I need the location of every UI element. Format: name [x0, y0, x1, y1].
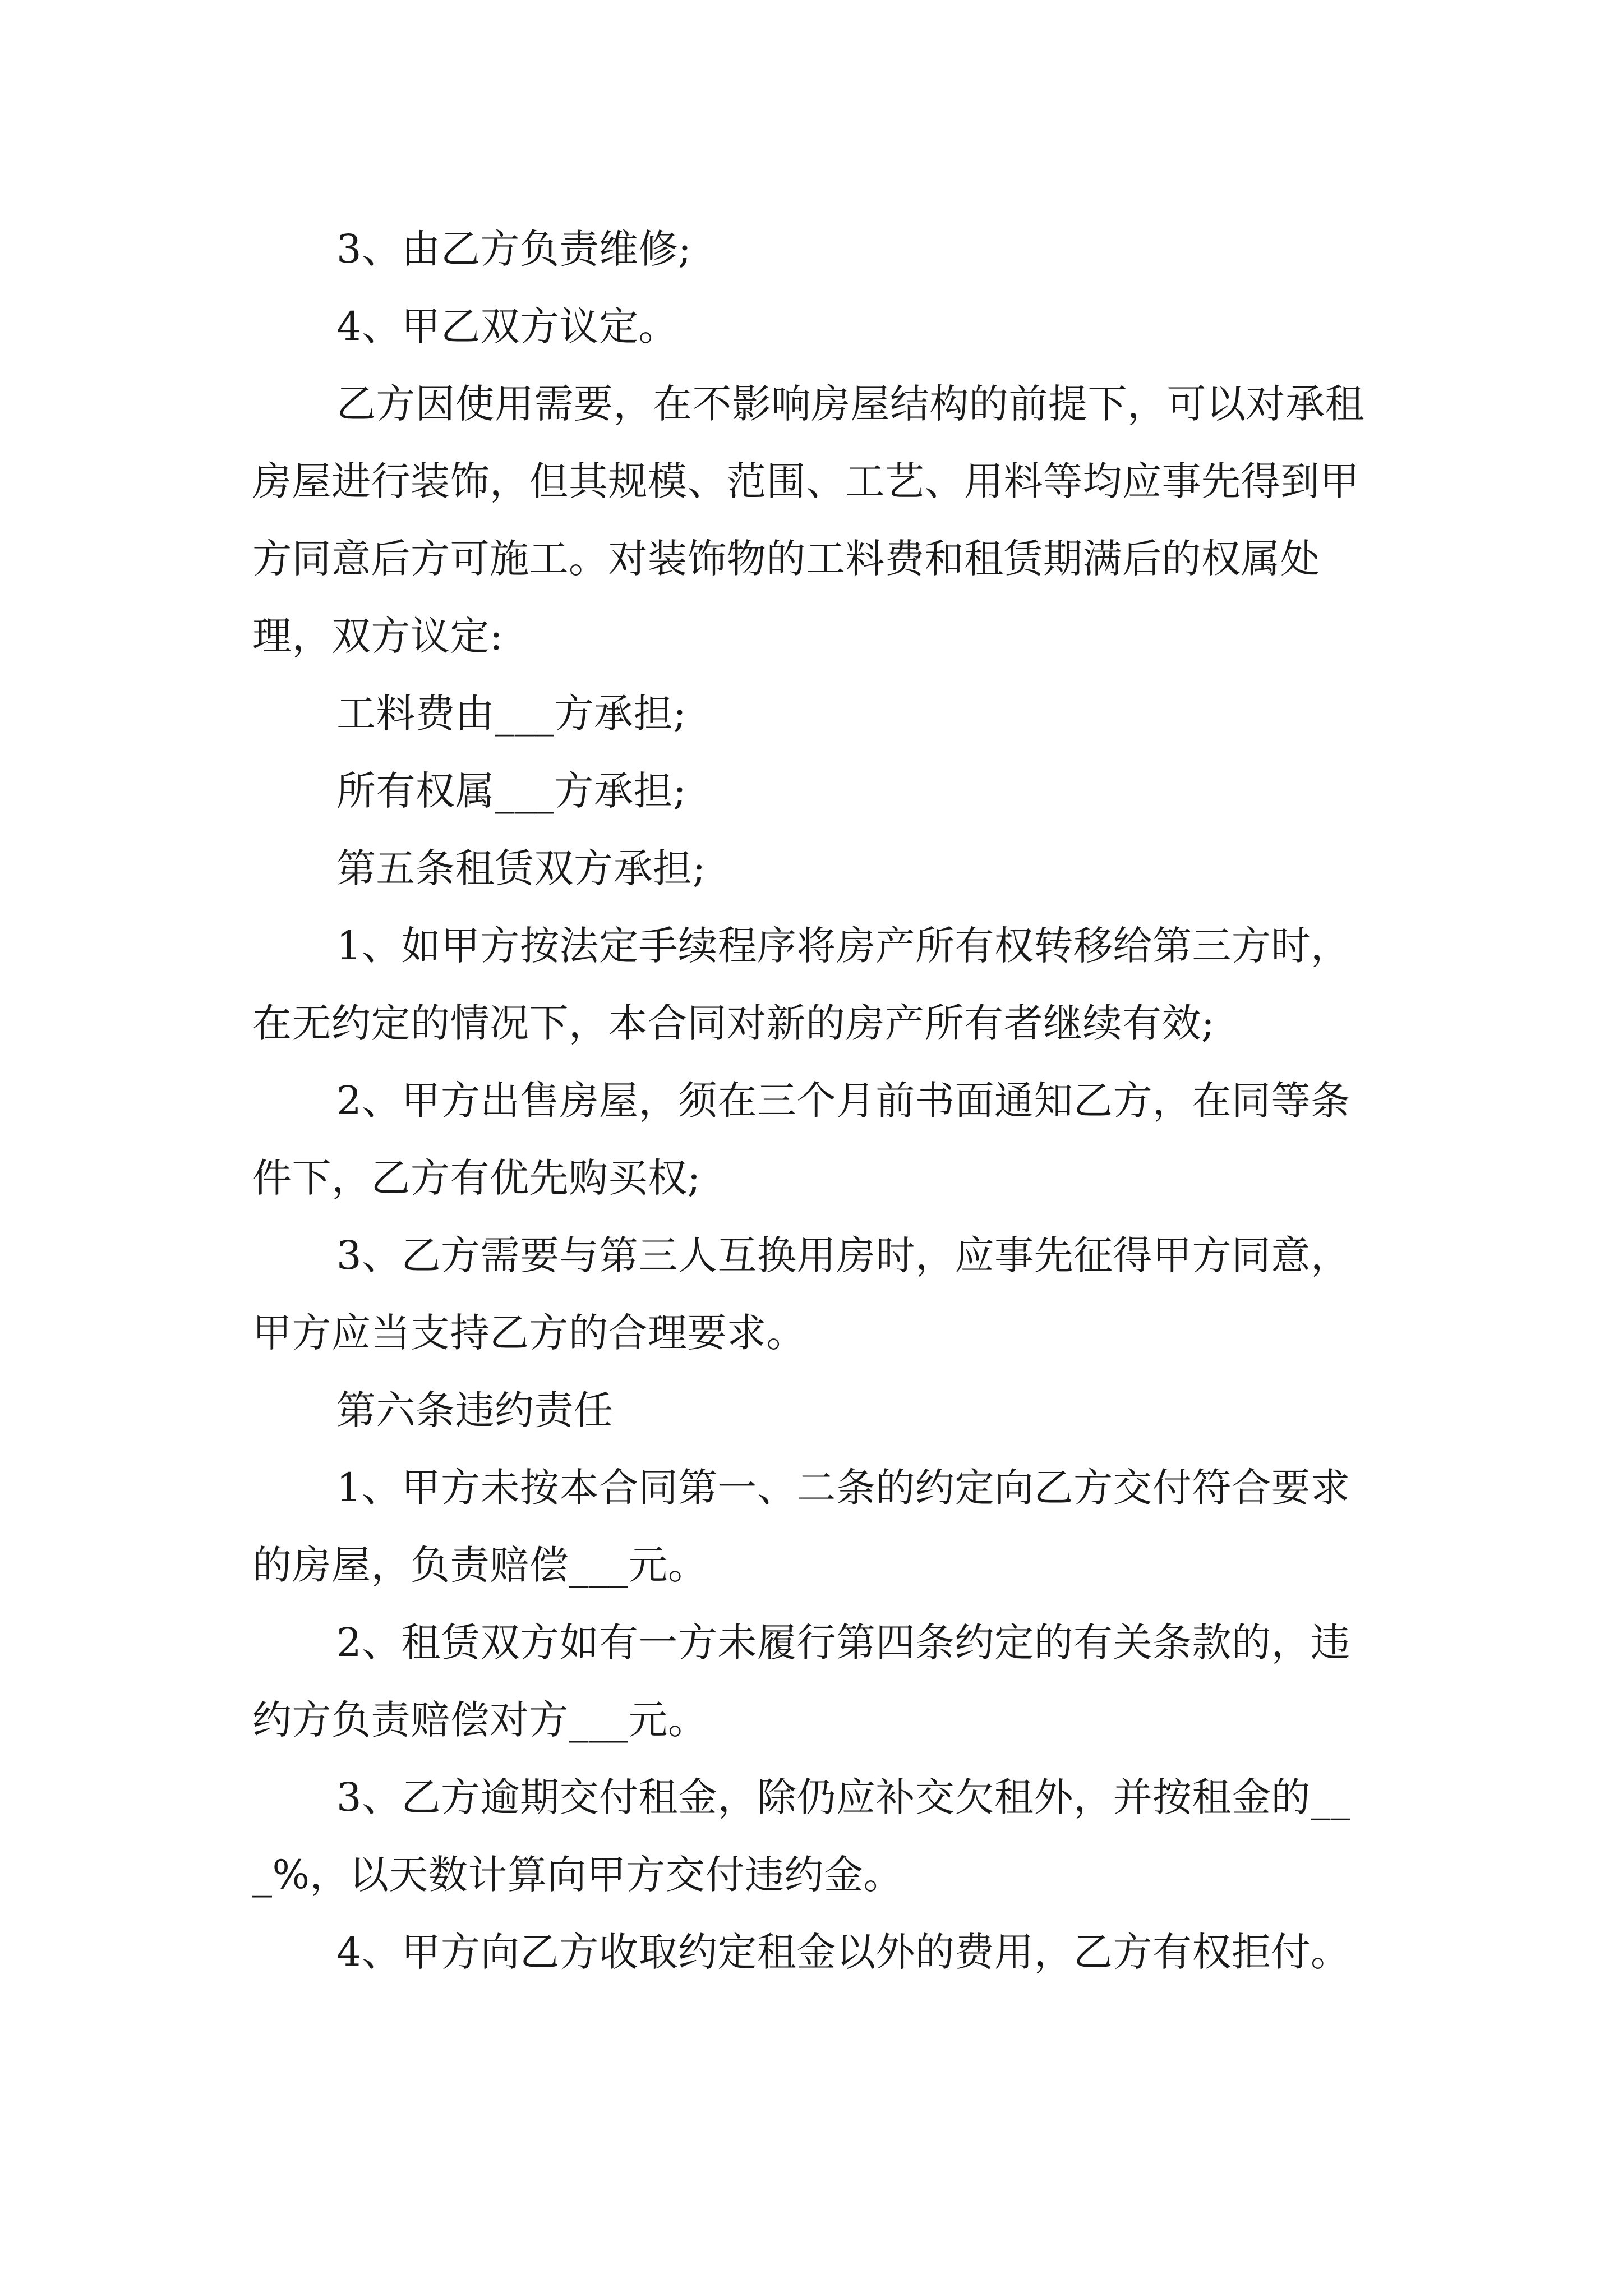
paragraph-decoration-terms: 乙方因使用需要，在不影响房屋结构的前提下，可以对承租房屋进行装饰，但其规模、范围、工艺、用料等均应事先得到甲方同意后方可施工。对装饰物的工料费和租赁期满后的权属处理，双方议定: [252, 381, 1364, 659]
paragraph-house-exchange: 3、乙方需要与第三人互换用房时，应事先征得甲方同意，甲方应当支持乙方的合理要求。 [252, 1232, 1350, 1356]
paragraph-mutual-agreement: 4、甲乙双方议定。 [336, 303, 679, 349]
paragraph-breach-party-a: 1、甲方未按本合同第一、二条的约定向乙方交付符合要求的房屋，负责赔偿___元。 [252, 1465, 1350, 1588]
paragraph-ownership: 所有权属___方承担; [336, 768, 687, 814]
paragraph-house-sale: 2、甲方出售房屋，须在三个月前书面通知乙方，在同等条件下，乙方有优先购买权; [252, 1078, 1350, 1201]
heading-article-six: 第六条违约责任 [336, 1387, 614, 1433]
paragraph-repair-by-b: 3、由乙方负责维修; [336, 226, 692, 272]
paragraph-late-rent: 3、乙方逾期交付租金，除仍应补交欠租外，并按租金的___%，以天数计算向甲方交付违约金。 [252, 1774, 1351, 1898]
paragraph-breach-article-four: 2、租赁双方如有一方未履行第四条约定的有关条款的，违约方负责赔偿对方___元。 [252, 1619, 1350, 1743]
heading-article-five: 第五条租赁双方承担; [336, 845, 706, 891]
paragraph-extra-fees: 4、甲方向乙方收取约定租金以外的费用，乙方有权拒付。 [336, 1929, 1350, 1975]
document-body [252, 210, 1366, 1991]
paragraph-material-cost: 工料费由___方承担; [336, 691, 687, 737]
paragraph-ownership-transfer: 1、如甲方按法定手续程序将房产所有权转移给第三方时，在无约定的情况下，本合同对新的房产所有者继续有效; [252, 923, 1350, 1046]
